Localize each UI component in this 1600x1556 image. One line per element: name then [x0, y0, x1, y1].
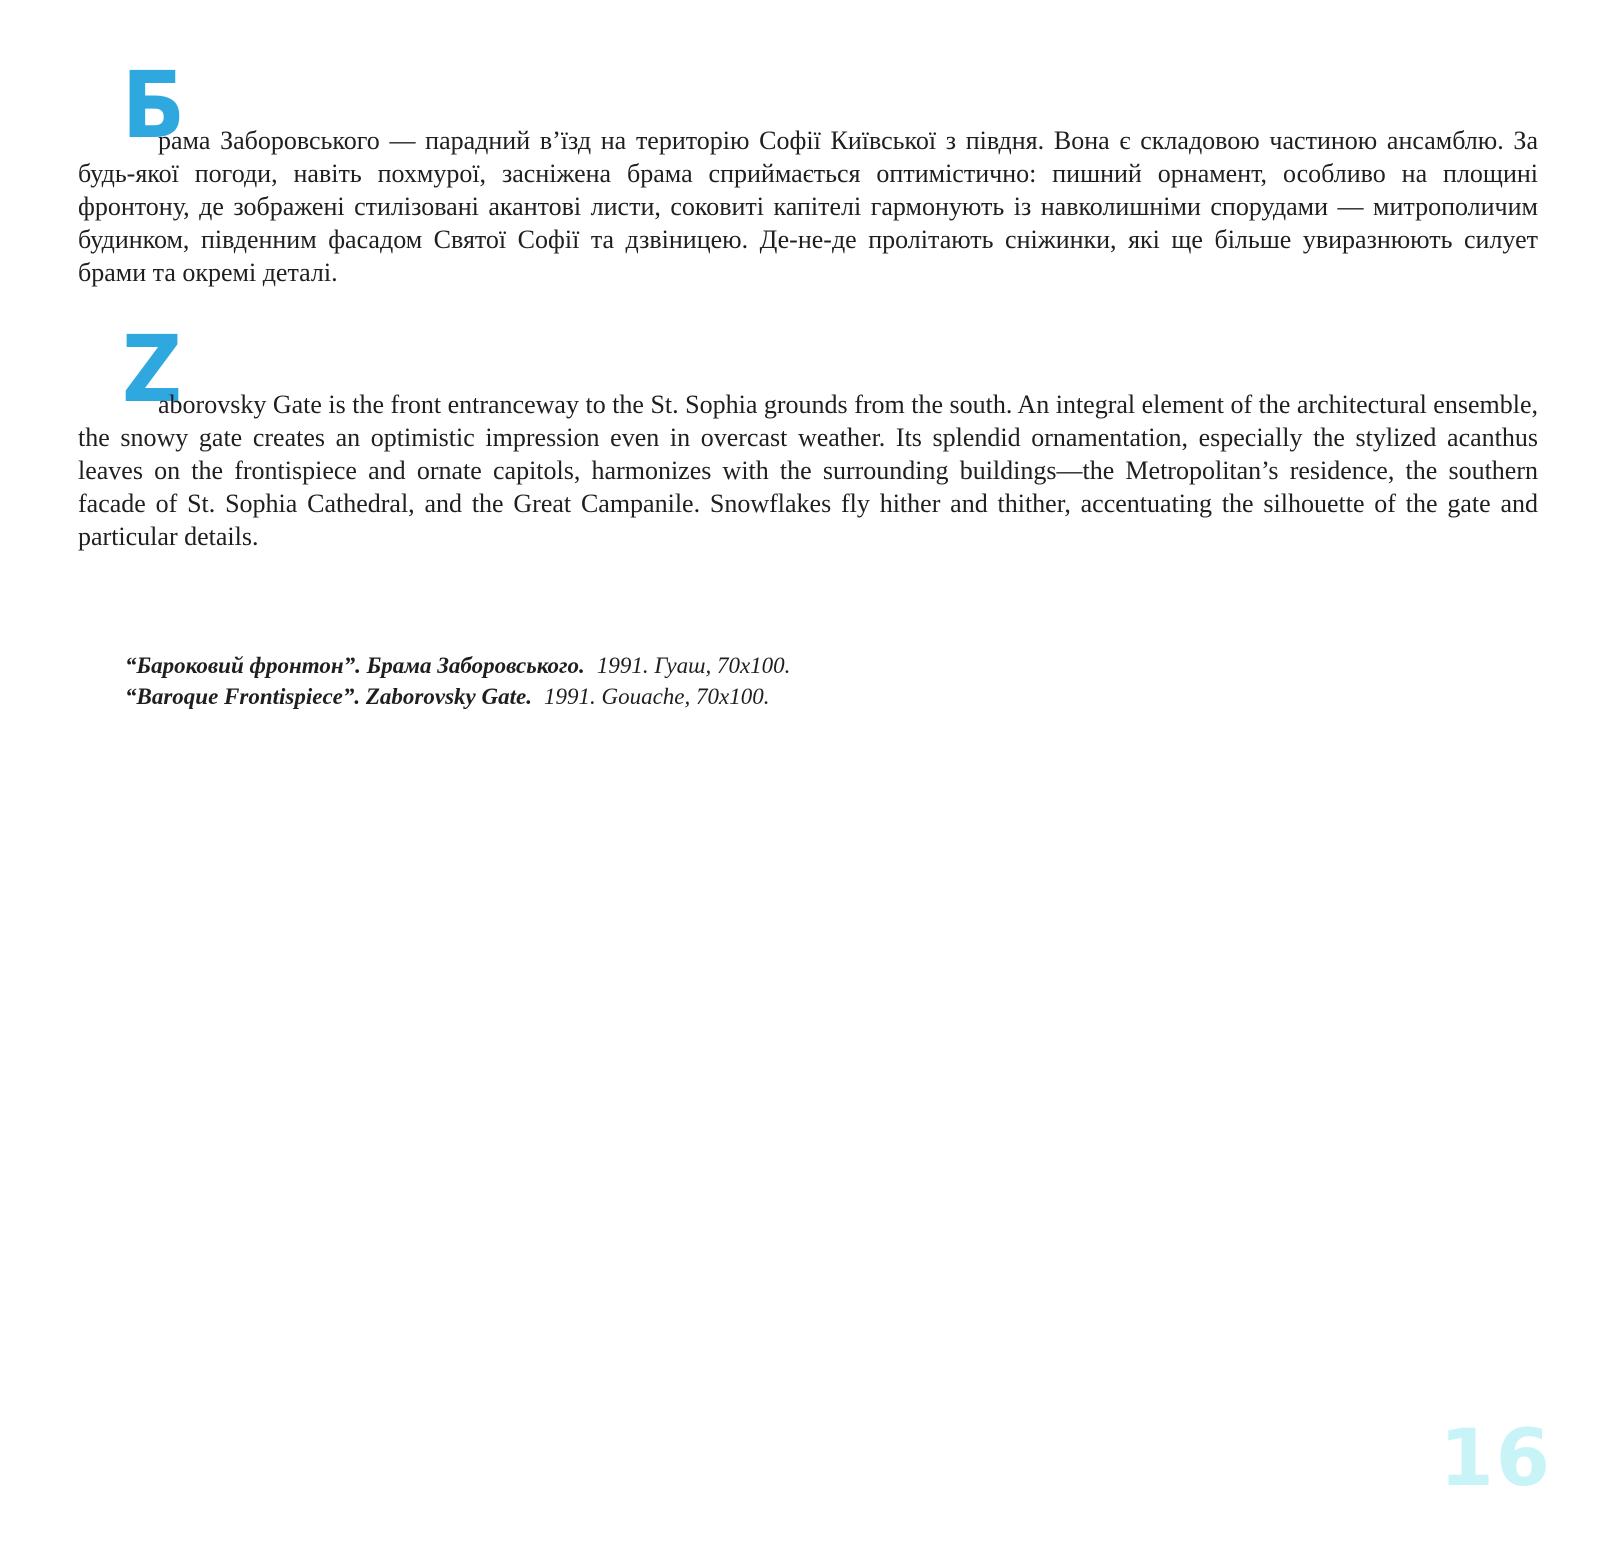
caption-details-ukrainian: 1991. Гуаш, 70x100. — [596, 653, 791, 678]
caption-title-english: “Baroque Frontispiece”. Zaborovsky Gate. — [125, 684, 532, 709]
artwork-caption — [125, 650, 790, 712]
dropcap-ukrainian: Б — [122, 52, 184, 159]
paragraph-ukrainian-text: рама Заборовського — парадний в’їзд на територію Софії Київської з півдня. Вона є складовою частиною ансамблю. За будь-якої погоди, навіть похмурої, засніжена брама сприймається оптимістично: пишний орнамент, особливо на площині фронтону, де зображені стилізовані акантові листи, соковиті капітелі гармонують із навколишніми спорудами — митрополичим будинком, південним фасадом Святої Софії та дзвіницею. Де-не-де пролітають сніжинки, які ще більше увиразнюють силует брами та окремі деталі. — [78, 126, 1538, 287]
caption-line-ukrainian — [125, 650, 790, 681]
paragraph-english — [78, 388, 1538, 553]
caption-line-english — [125, 681, 790, 712]
dropcap-english: Z — [122, 316, 181, 423]
paragraph-ukrainian — [78, 124, 1538, 289]
paragraph-english-text: aborovsky Gate is the front entranceway to the St. Sophia grounds from the south. An integral element of the architectural ensemble, the snowy gate creates an optimistic impression even in overcast weather. Its splendid ornamentation, especially the stylized acanthus leaves on the frontispiece and ornate capitols, harmonizes with the surrounding buildings—the Metropolitan’s residence, the southern facade of St. Sophia Cathedral, and the Great Campanile. Snowflakes fly hither and thither, accentuating the silhouette of the gate and particular details. — [78, 390, 1538, 551]
page-number: 16 — [1439, 1414, 1552, 1504]
caption-details-english: 1991. Gouache, 70x100. — [543, 684, 770, 709]
caption-title-ukrainian: “Бароковий фронтон”. Брама Заборовського. — [125, 653, 585, 678]
